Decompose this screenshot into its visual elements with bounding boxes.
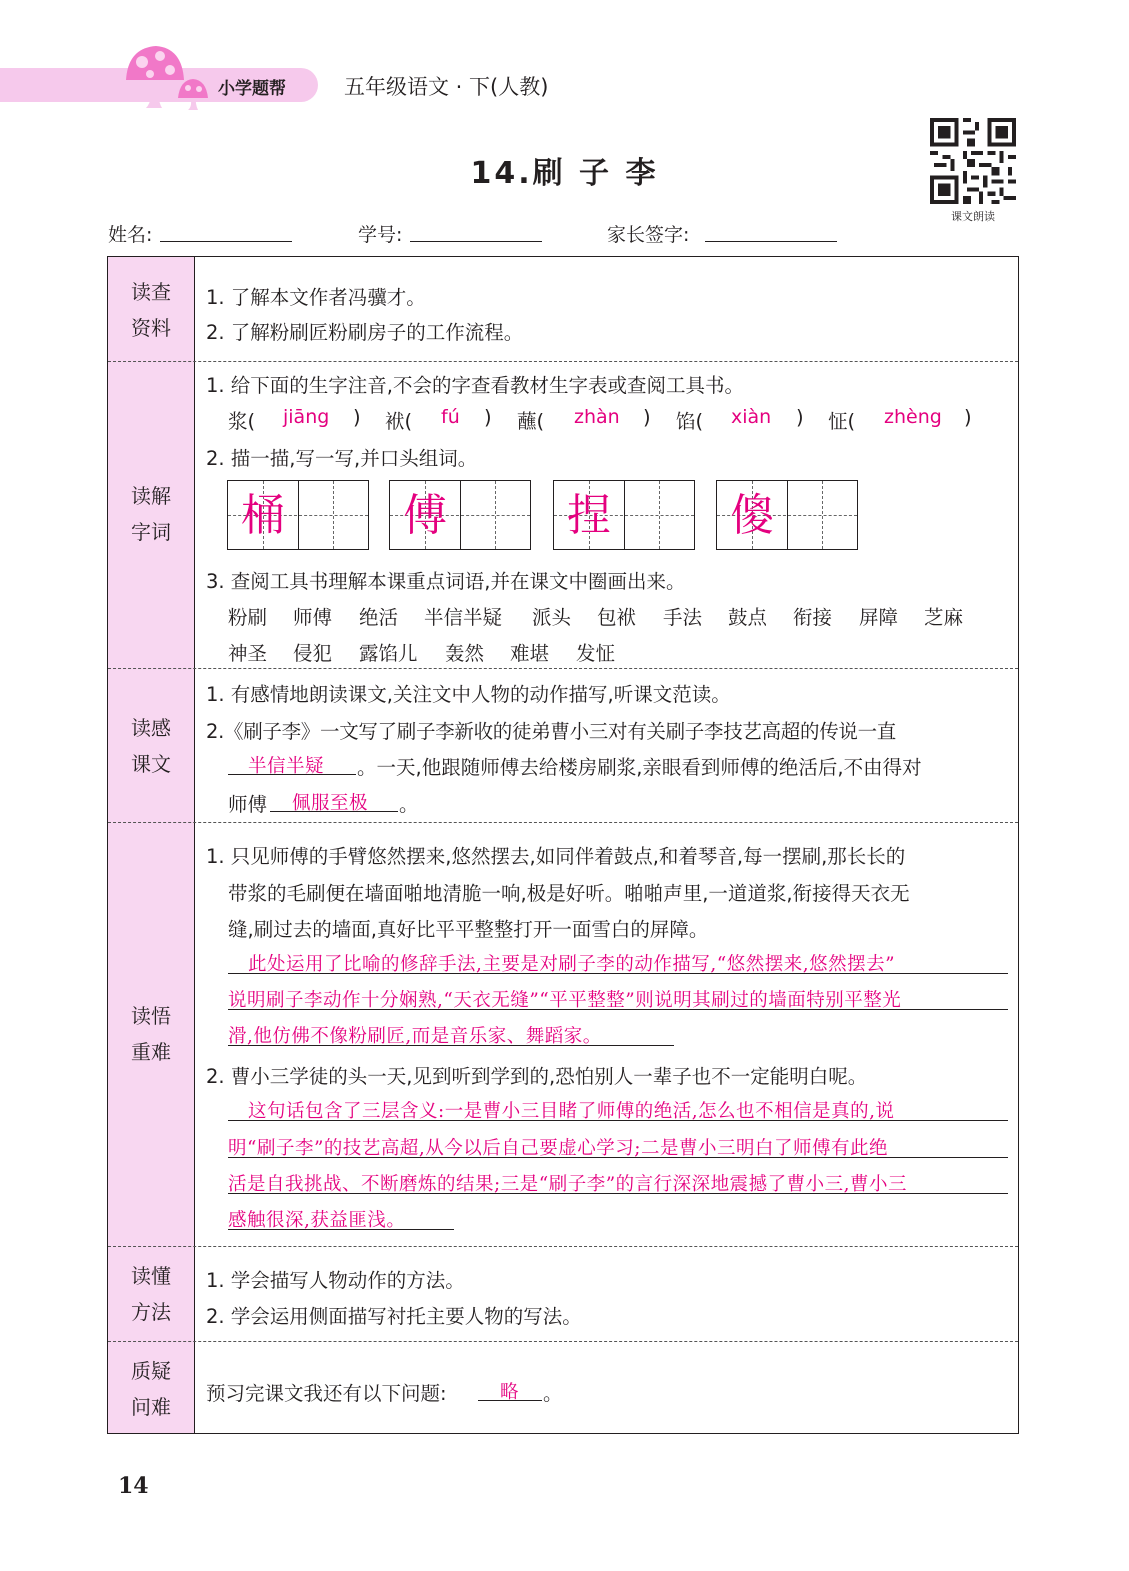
pinyin-answer[interactable]: xiàn [731, 406, 772, 428]
questions-prompt: 预习完课文我还有以下问题: [206, 1382, 447, 1405]
research-item: 1. 了解本文作者冯骥才。 [206, 286, 426, 309]
section-label-analysis [108, 998, 194, 1070]
trace-char: 桶 [241, 490, 285, 541]
vocab-word: 发怔 [576, 642, 616, 665]
vocab-word: 手法 [663, 606, 703, 629]
section-label-line: 资料 [131, 316, 171, 340]
answer-text: 此处运用了比喻的修辞手法,主要是对刷子李的动作描写,“悠然摆来,悠然摆去” [248, 954, 896, 975]
mushroom-logo-icon [120, 42, 220, 112]
section-label-line: 方法 [131, 1300, 171, 1324]
name-field[interactable] [160, 241, 292, 242]
section-label-line: 读懂 [131, 1264, 171, 1288]
answer-text: 滑,他仿佛不像粉刷匠,而是音乐家、舞蹈家。 [228, 1026, 602, 1047]
section-divider [108, 1341, 1018, 1342]
reading-item-2-line-2: 。一天,他跟随师傅去给楼房刷浆,亲眼看到师傅的绝活后,不由得对 [357, 756, 922, 779]
analysis-question-2: 2. 曹小三学徒的头一天,见到听到学到的,恐怕别人一辈子也不一定能明白呢。 [206, 1065, 868, 1088]
section-label-method [108, 1258, 194, 1330]
vocab-word: 衔接 [793, 606, 833, 629]
reading-item-2: 2.《刷子李》一文写了刷子李新收的徒弟曹小三对有关刷子李技艺高超的传说一直 [206, 720, 897, 743]
vocab-word: 派头 [532, 606, 572, 629]
analysis-question-1: 缝,刷过去的墙面,真好比平平整整打开一面雪白的屏障。 [228, 918, 709, 941]
writing-grid[interactable] [716, 480, 858, 550]
section-label-line: 问难 [131, 1395, 171, 1419]
pinyin-close: ) [484, 406, 492, 429]
writing-grid[interactable] [389, 480, 531, 550]
answer-text: 明“刷子李”的技艺高超,从今以后自己要虚心学习;二是曹小三明白了师傅有此绝 [228, 1138, 889, 1159]
lesson-title: 14.刷 子 李 [470, 156, 659, 191]
name-label: 姓名: [108, 224, 153, 246]
trace-char: 捏 [567, 490, 611, 541]
words-question-2: 2. 描一描,写一写,并口头组词。 [206, 447, 478, 470]
vocab-word: 鼓点 [728, 606, 768, 629]
punctuation: 。 [399, 793, 419, 816]
vocab-word: 粉刷 [228, 606, 268, 629]
analysis-question-1: 带浆的毛刷便在墙面啪地清脆一响,极是好听。啪啪声里,一道道浆,衔接得天衣无 [228, 882, 910, 905]
student-number-label: 学号: [358, 224, 403, 246]
writing-grid[interactable] [553, 480, 695, 550]
parent-signature-label: 家长签字: [607, 224, 690, 246]
answer-text: 活是自我挑战、不断磨炼的结果;三是“刷子李”的言行深深地震撼了曹小三,曹小三 [228, 1174, 908, 1195]
section-label-line: 课文 [131, 752, 171, 776]
pinyin-close: ) [964, 406, 972, 429]
section-label-line: 读悟 [131, 1004, 171, 1028]
vocab-word: 难堪 [510, 642, 550, 665]
pinyin-answer[interactable]: zhèng [884, 406, 942, 428]
vocab-word: 绝活 [359, 606, 399, 629]
answer-text: 这句话包含了三层含义:一是曹小三目睹了师傅的绝活,怎么也不相信是真的,说 [248, 1101, 895, 1122]
pinyin-char: 浆( [228, 410, 256, 433]
vocab-word: 轰然 [445, 642, 485, 665]
section-divider [108, 1246, 1018, 1247]
answer-text: 说明刷子李动作十分娴熟,“天衣无缝”“平平整整”则说明其刷过的墙面特别平整光 [228, 990, 902, 1011]
reading-item-2-line-3: 师傅 [228, 793, 268, 816]
method-item: 2. 学会运用侧面描写衬托主要人物的写法。 [206, 1305, 582, 1328]
section-label-line: 质疑 [131, 1359, 171, 1383]
answer-text: 略 [500, 1382, 520, 1403]
trace-char: 傻 [730, 490, 774, 541]
section-label-words [108, 478, 194, 550]
page-number: 14 [118, 1473, 149, 1499]
pinyin-answer[interactable]: zhàn [574, 406, 620, 428]
analysis-question-1: 1. 只见师傅的手臂悠然摆来,悠然摆去,如同伴着鼓点,和着琴音,每一摆刷,那长长的 [206, 845, 906, 868]
research-item: 2. 了解粉刷匠粉刷房子的工作流程。 [206, 321, 524, 344]
vocab-word: 神圣 [228, 642, 268, 665]
section-label-research [108, 274, 194, 346]
section-label-line: 字词 [131, 520, 171, 544]
column-divider [194, 257, 195, 1433]
section-label-questions [108, 1353, 194, 1425]
section-label-line: 重难 [131, 1040, 171, 1064]
words-question-1: 1. 给下面的生字注音,不会的字查看教材生字表或查阅工具书。 [206, 374, 745, 397]
book-title: 五年级语文 · 下(人教) [344, 75, 549, 99]
section-label-line: 读查 [131, 280, 171, 304]
answer-text: 佩服至极 [292, 793, 369, 814]
trace-char: 傅 [403, 490, 447, 541]
vocab-word: 包袱 [597, 606, 637, 629]
pinyin-close: ) [643, 406, 651, 429]
vocab-word: 师傅 [293, 606, 333, 629]
pinyin-char: 蘸( [517, 410, 545, 433]
writing-grid[interactable] [227, 480, 369, 550]
qr-caption: 课文朗读 [951, 210, 995, 223]
student-number-field[interactable] [410, 241, 542, 242]
parent-signature-field[interactable] [705, 241, 837, 242]
pinyin-close: ) [353, 406, 361, 429]
vocab-word: 半信半疑 [424, 606, 503, 629]
section-divider [108, 822, 1018, 823]
reading-item-1: 1. 有感情地朗读课文,关注文中人物的动作描写,听课文范读。 [206, 683, 731, 706]
section-label-column [108, 257, 194, 1433]
vocab-word: 屏障 [859, 606, 899, 629]
section-label-line: 读解 [131, 484, 171, 508]
section-divider [108, 668, 1018, 669]
pinyin-char: 袱( [385, 410, 413, 433]
qr-code-icon[interactable] [930, 118, 1016, 204]
section-label-reading [108, 710, 194, 782]
pinyin-char: 馅( [676, 410, 704, 433]
section-label-line: 读感 [131, 716, 171, 740]
punctuation: 。 [543, 1382, 563, 1405]
method-item: 1. 学会描写人物动作的方法。 [206, 1269, 465, 1292]
answer-text: 感触很深,获益匪浅。 [228, 1210, 406, 1231]
vocab-word: 侵犯 [293, 642, 333, 665]
words-question-3: 3. 查阅工具书理解本课重点词语,并在课文中圈画出来。 [206, 570, 686, 593]
vocab-word: 芝麻 [924, 606, 964, 629]
pinyin-char: 怔( [828, 410, 856, 433]
section-divider [108, 361, 1018, 362]
pinyin-close: ) [796, 406, 804, 429]
brand-name: 小学题帮 [218, 79, 286, 99]
vocab-word: 露馅儿 [359, 642, 418, 665]
answer-text: 半信半疑 [248, 756, 325, 777]
pinyin-answer[interactable]: fú [441, 406, 460, 428]
pinyin-answer[interactable]: jiāng [283, 406, 330, 428]
